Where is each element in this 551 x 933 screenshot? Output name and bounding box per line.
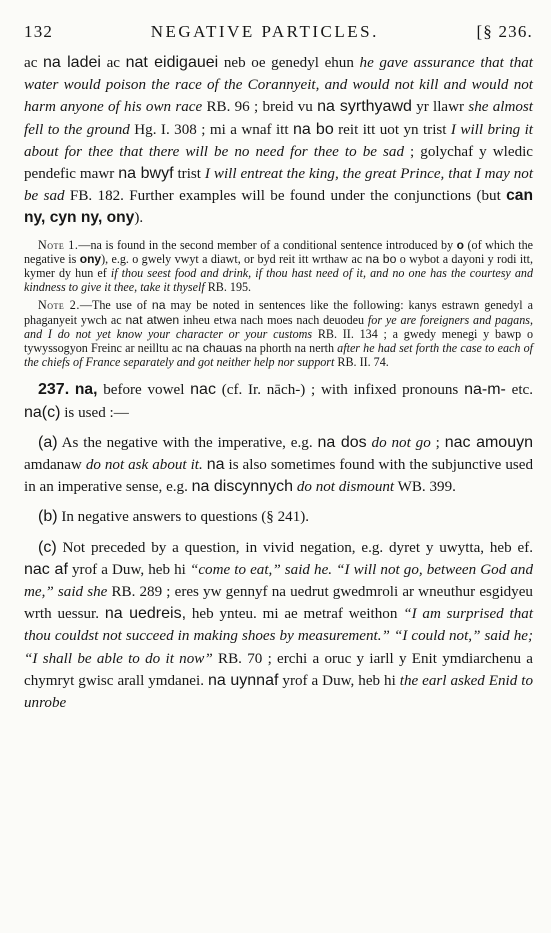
welsh-term: na syrthyawd	[317, 98, 412, 116]
text: before vowel	[97, 382, 191, 399]
subsection-a	[24, 432, 533, 499]
welsh-term: na	[206, 456, 225, 474]
welsh-term: na-m-	[464, 381, 506, 399]
page-number: 132	[24, 22, 54, 41]
translation: “come to eat,” said he. “I will not go, between God and me,” said she	[24, 561, 533, 601]
text: yrof a Duw, heb hi	[278, 672, 400, 689]
text: Not preceded by a question, in vivid negation, e.g. dyret y uwytta, heb ef.	[56, 539, 533, 556]
welsh-term: na dos	[317, 433, 367, 451]
welsh-term: na uynnaf	[207, 671, 279, 689]
note-1	[24, 238, 533, 295]
text: inheu etwa nach moes nach deuodeu	[179, 312, 368, 327]
translation: if thou seest food and drink, if thou hast need of it, and no one has the courtesy and kindness to give it thee, take it thyself	[24, 266, 533, 295]
text: RB. 70 ; erchi a oruc y iarll y Enit ymdiarchenu a chymryt gwisc arall ymdanei.	[24, 650, 533, 689]
welsh-term: na discynnych	[191, 478, 294, 496]
text: na phorth na nerth	[242, 341, 338, 356]
text: —The use of	[79, 298, 152, 313]
text: In negative answers to questions (§ 241).	[57, 509, 310, 526]
welsh-term: nac af	[24, 560, 68, 578]
text: o wybot a dayoni y rodi itt, kymer dy hun ef	[24, 251, 533, 281]
text: reit itt uot yn trist	[333, 121, 451, 138]
translation: after he had set forth the case to each of the chiefs of France separately and got neither help nor support	[24, 341, 533, 370]
text: neb oe genedyl ehun	[218, 55, 360, 71]
translation: do not ask about it.	[85, 457, 203, 474]
welsh-term: nac amouyn	[444, 433, 533, 451]
text: FB. 182. Further examples will be found under the conjunctions (but	[64, 188, 507, 205]
text: etc.	[505, 382, 533, 399]
welsh-term: na(c)	[24, 403, 61, 421]
note-label: Note 2.	[38, 298, 80, 313]
section-number: 237.	[38, 381, 70, 399]
translation: she almost fell to the ground	[24, 99, 533, 138]
welsh-term: o	[456, 237, 464, 252]
text: is used :—	[60, 404, 129, 421]
text: RB. II. 74.	[334, 355, 389, 370]
welsh-term: na	[151, 298, 166, 313]
subsection-label: (c)	[38, 538, 57, 556]
text: ; golychaf y wledic pendefic mawr	[24, 143, 534, 183]
welsh-term: na,	[74, 381, 98, 399]
text: RB. II. 134 ; a gwedy menegi y bawp o tywyssogyon Freinc ar neilltu ac	[24, 326, 533, 356]
text: heb ynteu. mi ae metraf weithon	[186, 606, 404, 623]
translation: he gave assurance that that water would poison the race of the Corannyeit, and would not kill and would not harm anyone of his own race	[24, 55, 533, 116]
text: Hg. I. 308 ; mi a wnaf itt	[129, 121, 294, 138]
text: RB. 289 ; eres yw gennyf na uedrut gwedmroli ar wneuthur esgidyeu wrth uessur.	[24, 584, 533, 623]
page-title: NEGATIVE PARTICLES.	[150, 22, 379, 41]
note-label: Note 1.	[38, 237, 79, 252]
text: (cf. Ir. nāch-) ; with infixed pronouns	[215, 382, 465, 399]
text: is also sometimes found with the subjunctive used in an imperative sense, e.g.	[24, 457, 534, 496]
welsh-term: na ladei	[43, 54, 101, 71]
text: yrof a Duw, heb hi	[67, 561, 190, 578]
translation: do not dismount	[296, 479, 395, 496]
translation: for ye are foreigners and pagans, and I do not yet know your character or your customs	[24, 312, 534, 341]
subsection-b	[24, 506, 533, 528]
text: (of which the negative is	[24, 237, 533, 266]
translation: “I am surprised that thou couldst not succeed in making shoes by measurement.” “I could not,” said he; “I shall be able to do it now”	[24, 606, 534, 667]
note-2	[24, 298, 533, 369]
text: trist	[173, 166, 205, 183]
welsh-term: na bwyf	[118, 165, 174, 183]
welsh-term: na uedreis,	[104, 605, 187, 623]
welsh-term: na bo	[293, 120, 334, 138]
welsh-term: na bo	[365, 251, 397, 266]
text: ac	[100, 55, 126, 71]
subsection-label: (b)	[38, 508, 58, 526]
translation: I will bring it about for thee that there will be no need for thee to be sad	[24, 121, 533, 160]
welsh-term: nac	[190, 381, 216, 399]
translation: the earl asked Enid to unrobe	[24, 672, 534, 712]
text: RB. 96 ; breid vu	[202, 99, 318, 116]
text: yr llawr	[411, 99, 469, 116]
text: As the negative with the imperative, e.g.	[57, 434, 318, 451]
welsh-term: ony	[79, 251, 102, 266]
running-header	[24, 22, 533, 42]
subsection-c	[24, 537, 533, 715]
subsection-label: (a)	[38, 433, 58, 451]
section-237	[24, 379, 533, 423]
text: WB. 399.	[394, 479, 456, 496]
text: RB. 195.	[204, 280, 252, 295]
section-reference: [§ 236.	[476, 22, 533, 41]
welsh-term: can ny, cyn ny, ony	[24, 187, 533, 227]
text: ;	[430, 434, 445, 451]
translation: I will entreat the king, the great Prince, that I may not be sad	[24, 166, 534, 205]
welsh-term: nat atwen	[125, 312, 180, 327]
text: amdanaw	[24, 457, 86, 474]
continuation-paragraph	[24, 52, 533, 230]
text: ac	[24, 55, 44, 71]
text: ), e.g. o gwely vwyt a diawt, or byd reit itt wrthaw ac	[101, 251, 366, 266]
text: —na is found in the second member of a conditional sentence introduced by	[78, 237, 457, 252]
welsh-term: na chauas	[185, 341, 243, 356]
welsh-term: nat eidigauei	[125, 54, 219, 71]
text: ).	[134, 210, 144, 227]
translation: do not go	[371, 434, 431, 451]
text: may be noted in sentences like the following: kanys estrawn genedyl a phaganyeit ywch ac	[24, 298, 533, 327]
